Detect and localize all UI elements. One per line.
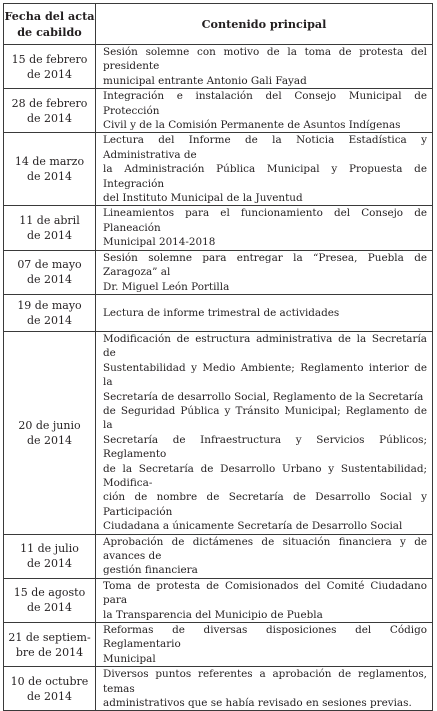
row-content-line: la Administración Pública Municipal y Propuesta de Integración [103, 163, 427, 190]
header-date-line: Fecha del acta [4, 9, 95, 23]
table-row [4, 623, 433, 667]
row-date-line: de 2014 [26, 313, 73, 327]
row-content-line: Municipal 2014-2018 [103, 236, 216, 249]
header-content: Contenido principal [96, 4, 433, 45]
table-row [4, 534, 433, 578]
row-content-cell [96, 667, 433, 711]
row-date-line: 21 de septiem- [8, 630, 91, 644]
row-content-line: ción de nombre de Secretaría de Desarrollo Social y Participación [103, 491, 427, 518]
row-content-line: Civil y de la Comisión Permanente de Asuntos Indígenas [103, 119, 401, 132]
row-content-line: Ciudadana a únicamente Secretaría de Desarrollo Social [103, 520, 403, 533]
row-content-line: Reformas de diversas disposiciones del Código Reglamentario [103, 624, 427, 651]
table-row [4, 667, 433, 711]
row-date-cell [4, 133, 96, 206]
row-content-line: Sesión solemne con motivo de la toma de protesta del presidente [103, 46, 427, 73]
table-row [4, 331, 433, 534]
row-date-line: 10 de octubre [10, 674, 89, 688]
row-content-line: Secretaría de Infraestructura y Servicios Públicos; Reglamento [103, 433, 427, 461]
row-date-line: de 2014 [26, 67, 73, 81]
row-date-cell [4, 89, 96, 133]
row-content-line: administrativos que se había revisado en sesiones previas. [103, 697, 412, 710]
row-content-line: Lineamientos para el funcionamiento del Consejo de Planeación [103, 207, 427, 234]
row-content-line: de la Secretaría de Desarrollo Urbano y Sustentabilidad; Modifica- [103, 462, 427, 489]
row-date-cell [4, 45, 96, 89]
row-content-cell [96, 331, 433, 534]
row-date-cell [4, 623, 96, 667]
row-date-line: 11 de abril [19, 214, 80, 228]
row-date-line: de 2014 [26, 170, 73, 184]
table-row [4, 294, 433, 331]
row-content-line: Secretaría de desarrollo Social, Reglamento de la Secretaría [103, 390, 424, 403]
row-date-line: de 2014 [26, 111, 73, 125]
row-content-line: Toma de protesta de Comisionados del Comité Ciudadano para [103, 579, 427, 607]
row-date-line: bre de 2014 [15, 645, 84, 659]
row-content-cell [96, 206, 433, 250]
header-date-line: de cabildo [17, 25, 82, 39]
row-date-line: 07 de mayo [17, 258, 82, 272]
row-content-line: del Instituto Municipal de la Juventud [103, 192, 303, 205]
row-date-line: 19 de mayo [17, 298, 82, 312]
row-date-line: de 2014 [26, 433, 73, 447]
row-date-line: de 2014 [26, 689, 73, 703]
row-content-cell [96, 133, 433, 206]
row-content-line: Dr. Miguel León Portilla [103, 280, 230, 293]
row-date-line: 11 de julio [20, 542, 79, 556]
row-date-line: de 2014 [26, 601, 73, 615]
row-date-cell [4, 578, 96, 622]
row-content-cell [96, 534, 433, 578]
row-date-cell [4, 250, 96, 294]
row-content-line: Diversos puntos referentes a aprobación de reglamentos, temas [103, 668, 427, 695]
table-row [4, 133, 433, 206]
row-date-line: de 2014 [26, 273, 73, 287]
row-content-line: Modificación de estructura administrativa de la Secretaría de [103, 332, 427, 360]
row-content-line: de Seguridad Pública y Tránsito Municipal; Reglamento de la [103, 404, 427, 432]
row-date-cell [4, 294, 96, 331]
table-row [4, 206, 433, 250]
cabildo-acts-table [3, 3, 433, 711]
row-content-line: Sustentabilidad y Medio Ambiente; Reglamento interior de la [103, 361, 427, 389]
row-content-line: Integración e instalación del Consejo Municipal de Protección [103, 90, 427, 117]
row-content-line: la Transparencia del Municipio de Puebla [103, 608, 323, 621]
table-header-row [4, 4, 433, 45]
row-content-line: Municipal [103, 652, 156, 665]
row-content-line: Lectura del Informe de la Noticia Estadística y Administrativa de [103, 134, 427, 161]
table-row [4, 250, 433, 294]
row-date-line: de 2014 [26, 557, 73, 571]
row-content-line: Sesión solemne para entregar la “Presea, Puebla de Zaragoza” al [103, 251, 427, 279]
row-content-cell [96, 623, 433, 667]
row-date-line: de 2014 [26, 229, 73, 243]
row-date-line: 28 de febrero [11, 96, 88, 110]
row-date-line: 15 de agosto [13, 586, 86, 600]
header-date [4, 4, 96, 45]
row-content-line: Aprobación de dictámenes de situación financiera y de avances de [103, 535, 427, 562]
table-row [4, 89, 433, 133]
row-content-cell [96, 294, 433, 331]
row-content-cell [96, 45, 433, 89]
row-content-line: Lectura de informe trimestral de actividades [103, 306, 340, 319]
row-date-line: 20 de junio [18, 418, 81, 432]
row-content-cell [96, 89, 433, 133]
row-date-cell [4, 667, 96, 711]
row-date-line: 15 de febrero [11, 52, 88, 66]
row-date-cell [4, 206, 96, 250]
row-date-cell [4, 534, 96, 578]
table-row [4, 45, 433, 89]
row-content-line: gestión financiera [103, 564, 198, 577]
row-date-cell [4, 331, 96, 534]
row-content-cell [96, 250, 433, 294]
row-content-line: municipal entrante Antonio Gali Fayad [103, 74, 307, 87]
table-body [4, 45, 433, 711]
table-row [4, 578, 433, 622]
row-content-cell [96, 578, 433, 622]
row-date-line: 14 de marzo [14, 155, 85, 169]
